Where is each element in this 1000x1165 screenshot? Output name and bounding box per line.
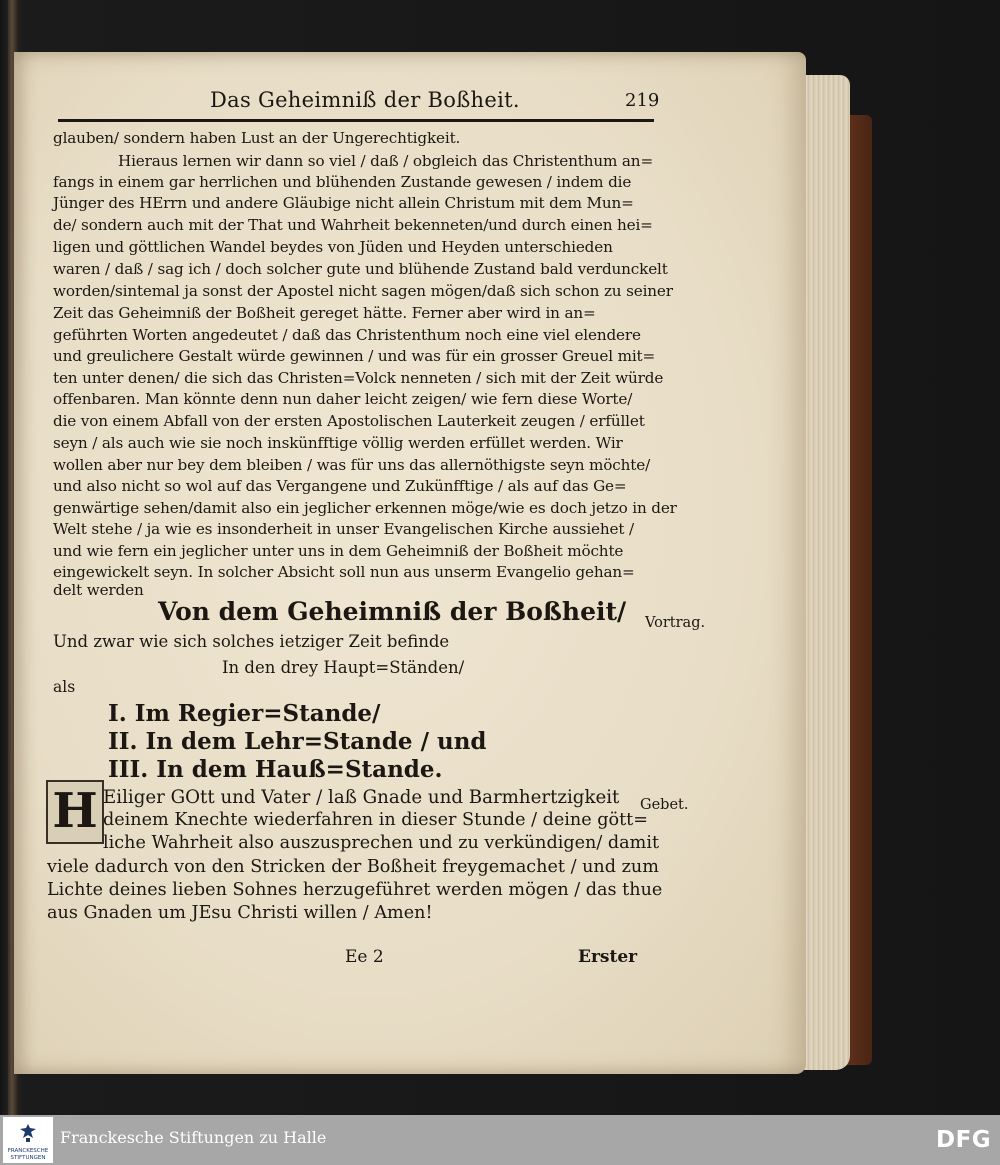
institution-name[interactable]: Franckesche Stiftungen zu Halle (60, 1128, 327, 1147)
section-heading: II. In dem Lehr=Stande / und (108, 728, 487, 755)
sermon-subtitle-estates: In den drey Haupt=Ständen/ (222, 658, 465, 677)
sermon-subtitle-als: als (53, 678, 76, 696)
text-line: delt werden (53, 581, 144, 599)
section-heading: I. Im Regier=Stande/ (108, 700, 381, 727)
prayer-line: viele dadurch von den Stricken der Boßheit freygemachet / und zum (47, 857, 659, 877)
sermon-subtitle: Und zwar wie sich solches ietziger Zeit befinde (53, 632, 450, 651)
text-line: Jünger des HErrn und andere Gläubige nicht allein Christum mit dem Mun= (53, 194, 634, 212)
text-line: de/ sondern auch mit der That und Wahrheit bekenneten/und durch einen hei= (53, 216, 653, 234)
text-line: Hieraus lernen wir dann so viel / daß / obgleich das Christenthum an= (118, 152, 654, 170)
prayer-line: aus Gnaden um JEsu Christi willen / Amen! (47, 903, 433, 923)
text-line: wollen aber nur bey dem bleiben / was für uns das allernöthigste seyn möchte/ (53, 456, 651, 474)
text-line: geführten Worten angedeutet / daß das Christenthum noch eine viel elendere (53, 326, 641, 344)
section-heading: III. In dem Hauß=Stande. (108, 756, 443, 783)
prayer-line: Lichte deines lieben Sohnes herzugeführet werden mögen / das thue (47, 880, 663, 900)
decorated-initial: H (46, 780, 104, 844)
text-line: eingewickelt seyn. In solcher Absicht soll nun aus unserm Evangelio gehan= (53, 563, 635, 581)
logo-caption: FRANCKESCHE STIFTUNGEN (7, 1148, 49, 1161)
prayer-line: liche Wahrheit also auszusprechen und zu verkündigen/ damit (103, 833, 660, 853)
text-line: und also nicht so wol auf das Vergangene und Zukünfftige / als auf das Ge= (53, 477, 627, 495)
text-line: fangs in einem gar herrlichen und blühenden Zustande gewesen / indem die (53, 173, 632, 191)
institution-logo[interactable] (3, 1117, 53, 1163)
text-line: ten unter denen/ die sich das Christen=Volck nenneten / sich mit der Zeit würde (53, 369, 664, 387)
text-line: Zeit das Geheimniß der Boßheit gereget hätte. Ferner aber wird in an= (53, 304, 596, 322)
running-head: Das Geheimniß der Boßheit. (210, 88, 520, 112)
text-line: und greulichere Gestalt würde gewinnen / und was für ein grosser Greuel mit= (53, 347, 656, 365)
text-line: worden/sintemal ja sonst der Apostel nicht sagen mögen/daß sich schon zu seiner (53, 282, 673, 300)
margin-note-vortrag: Vortrag. (645, 615, 706, 631)
catchword: Erster (578, 947, 638, 967)
page-number: 219 (625, 90, 660, 111)
viewer-footer (0, 1115, 1000, 1165)
text-line: offenbaren. Man könnte denn nun daher leicht zeigen/ wie fern diese Worte/ (53, 390, 633, 408)
text-line: ligen und göttlichen Wandel beydes von Jüden und Heyden unterschieden (53, 238, 613, 256)
text-line: Welt stehe / ja wie es insonderheit in unser Evangelischen Kirche aussiehet / (53, 520, 634, 538)
prayer-line: Eiliger GOtt und Vater / laß Gnade und Barmhertzigkeit (103, 787, 620, 808)
prayer-line: deinem Knechte wiederfahren in dieser Stunde / deine gött= (103, 810, 648, 830)
sermon-title: Von dem Geheimniß der Boßheit/ (158, 597, 627, 626)
text-line: glauben/ sondern haben Lust an der Ungerechtigkeit. (53, 129, 461, 147)
margin-note-gebet: Gebet. (640, 797, 689, 813)
eagle-icon (20, 1124, 36, 1142)
dfg-logo[interactable]: DFG (936, 1127, 992, 1153)
signature-mark: Ee 2 (345, 947, 384, 967)
text-line: genwärtige sehen/damit also ein jeglicher erkennen möge/wie es doch jetzo in der (53, 499, 677, 517)
text-line: und wie fern ein jeglicher unter uns in dem Geheimniß der Boßheit möchte (53, 542, 624, 560)
text-line: waren / daß / sag ich / doch solcher gute und blühende Zustand bald verdunckelt (53, 260, 668, 278)
header-rule (58, 119, 654, 122)
text-line: seyn / als auch wie sie noch inskünfftige völlig werden erfüllet werden. Wir (53, 434, 623, 452)
text-line: die von einem Abfall von der ersten Apostolischen Lauterkeit zeugen / erfüllet (53, 412, 645, 430)
